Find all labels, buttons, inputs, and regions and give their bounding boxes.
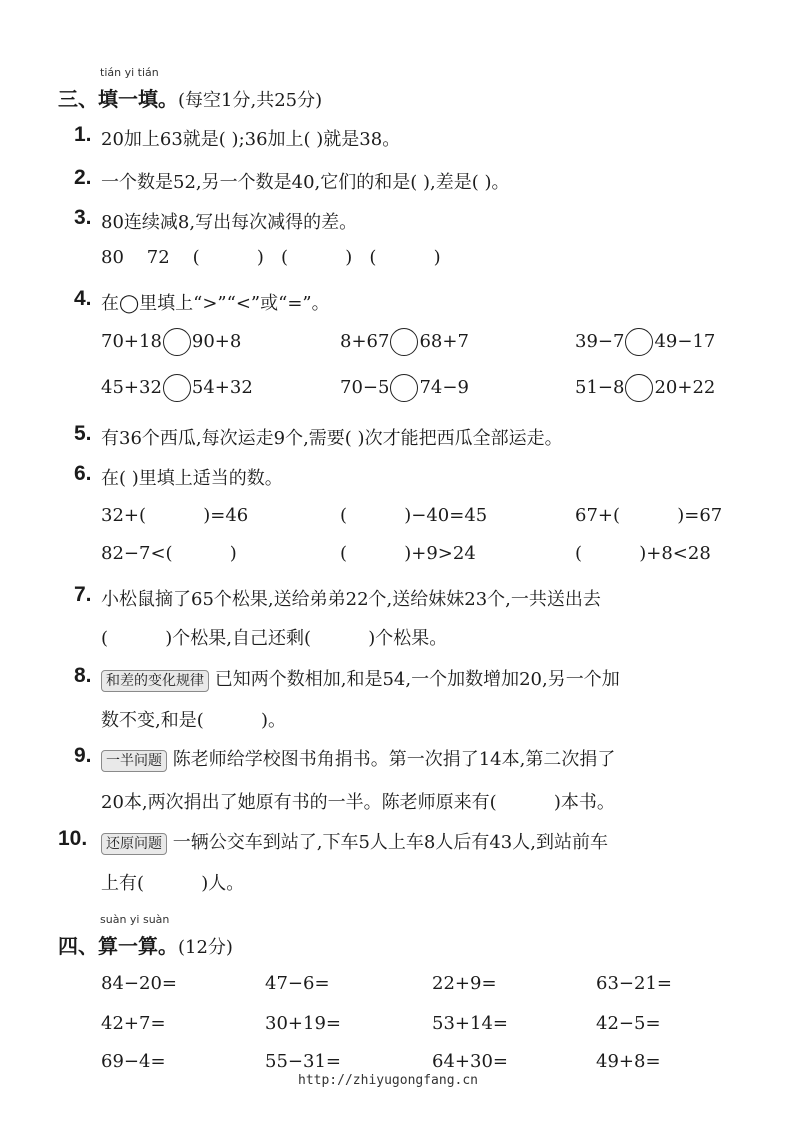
compare-right: 54+32 — [191, 377, 253, 398]
section4-points: (12分) — [178, 937, 233, 958]
compare-left: 8+67 — [340, 331, 390, 352]
question-10-line1-wrap — [101, 828, 608, 855]
fill-item: ( )+9>24 — [340, 543, 476, 564]
question-3-text: 80连续减8,写出每次减得的差。 — [101, 212, 358, 233]
fill-item: 67+( )=67 — [575, 505, 723, 526]
compare-item — [575, 328, 715, 356]
calc-item: 49+8= — [596, 1051, 661, 1072]
question-number: 8. — [74, 664, 92, 687]
question-number: 10. — [58, 827, 88, 850]
compare-left: 70+18 — [101, 331, 162, 352]
compare-circle[interactable] — [163, 328, 191, 356]
compare-circle[interactable] — [163, 374, 191, 402]
question-9-line1-wrap — [101, 745, 615, 772]
calc-item: 69−4= — [101, 1051, 166, 1072]
question-6-text: 在( )里填上适当的数。 — [101, 468, 283, 489]
fill-item: ( )+8<28 — [575, 543, 711, 564]
calc-item: 47−6= — [265, 973, 330, 994]
question-number: 9. — [74, 744, 92, 767]
calc-item: 42+7= — [101, 1013, 166, 1034]
question-number: 3. — [74, 206, 92, 229]
compare-right: 49−17 — [654, 331, 716, 352]
fill-item: 82−7<( ) — [101, 543, 237, 564]
compare-item — [101, 328, 241, 356]
question-7-line1: 小松鼠摘了65个松果,送给弟弟22个,送给妹妹23个,一共送出去 — [101, 589, 601, 610]
question-2-text: 一个数是52,另一个数是40,它们的和是( ),差是( )。 — [101, 172, 510, 193]
compare-right: 90+8 — [191, 331, 242, 352]
compare-left: 39−7 — [575, 331, 625, 352]
footer-url[interactable]: http://zhiyugongfang.cn — [298, 1073, 479, 1088]
compare-item — [101, 374, 253, 402]
question-10-line1: 一辆公交车到站了,下车5人上车8人后有43人,到站前车 — [172, 832, 608, 853]
question-number: 7. — [74, 583, 92, 606]
question-9-line1: 陈老师给学校图书角捐书。第一次捐了14本,第二次捐了 — [172, 749, 616, 770]
question-3-row: 80 72 ( ) ( ) ( ) — [101, 247, 441, 268]
question-8-line2: 数不变,和是( )。 — [101, 710, 286, 731]
section3-title: 三、填一填。 — [58, 87, 178, 111]
calc-item: 55−31= — [265, 1051, 341, 1072]
section3-points: (每空1分,共25分) — [178, 90, 323, 111]
question-8-line1-wrap — [101, 665, 620, 692]
compare-right: 68+7 — [419, 331, 469, 352]
calc-item: 64+30= — [432, 1051, 508, 1072]
compare-left: 51−8 — [575, 377, 625, 398]
calc-item: 30+19= — [265, 1013, 341, 1034]
section3-pinyin: tián yi tián — [100, 66, 159, 79]
question-5-text: 有36个西瓜,每次运走9个,需要( )次才能把西瓜全部运走。 — [101, 428, 563, 449]
question-9-tag: 一半问题 — [101, 750, 167, 772]
compare-circle[interactable] — [390, 328, 418, 356]
question-number: 5. — [74, 422, 92, 445]
question-8-tag: 和差的变化规律 — [101, 670, 209, 692]
section4-pinyin: suàn yi suàn — [100, 913, 170, 926]
calc-item: 22+9= — [432, 973, 497, 994]
calc-item: 63−21= — [596, 973, 672, 994]
compare-left: 70−5 — [340, 377, 390, 398]
compare-right: 74−9 — [419, 377, 469, 398]
compare-circle[interactable] — [625, 374, 653, 402]
question-9-line2: 20本,两次捐出了她原有书的一半。陈老师原来有( )本书。 — [101, 792, 615, 813]
question-8-line1: 已知两个数相加,和是54,一个加数增加20,另一个加 — [214, 669, 620, 690]
question-4-text: 在◯里填上“>”“<”或“=”。 — [101, 293, 330, 314]
question-10-line2: 上有( )人。 — [101, 873, 245, 894]
fill-item: ( )−40=45 — [340, 505, 488, 526]
fill-item: 32+( )=46 — [101, 505, 249, 526]
question-number: 1. — [74, 123, 92, 146]
question-number: 2. — [74, 166, 92, 189]
question-number: 6. — [74, 462, 92, 485]
question-7-line2: ( )个松果,自己还剩( )个松果。 — [101, 628, 448, 649]
calc-item: 84−20= — [101, 973, 177, 994]
compare-item — [340, 328, 469, 356]
section3-header — [58, 83, 322, 112]
compare-right: 20+22 — [654, 377, 716, 398]
calc-item: 53+14= — [432, 1013, 508, 1034]
section4-title: 四、算一算。 — [58, 934, 178, 958]
compare-item — [340, 374, 469, 402]
compare-circle[interactable] — [625, 328, 653, 356]
compare-circle[interactable] — [390, 374, 418, 402]
question-1-text: 20加上63就是( );36加上( )就是38。 — [101, 129, 401, 150]
question-10-tag: 还原问题 — [101, 833, 167, 855]
calc-item: 42−5= — [596, 1013, 661, 1034]
compare-item — [575, 374, 715, 402]
compare-left: 45+32 — [101, 377, 162, 398]
question-number: 4. — [74, 287, 92, 310]
section4-header — [58, 930, 233, 959]
